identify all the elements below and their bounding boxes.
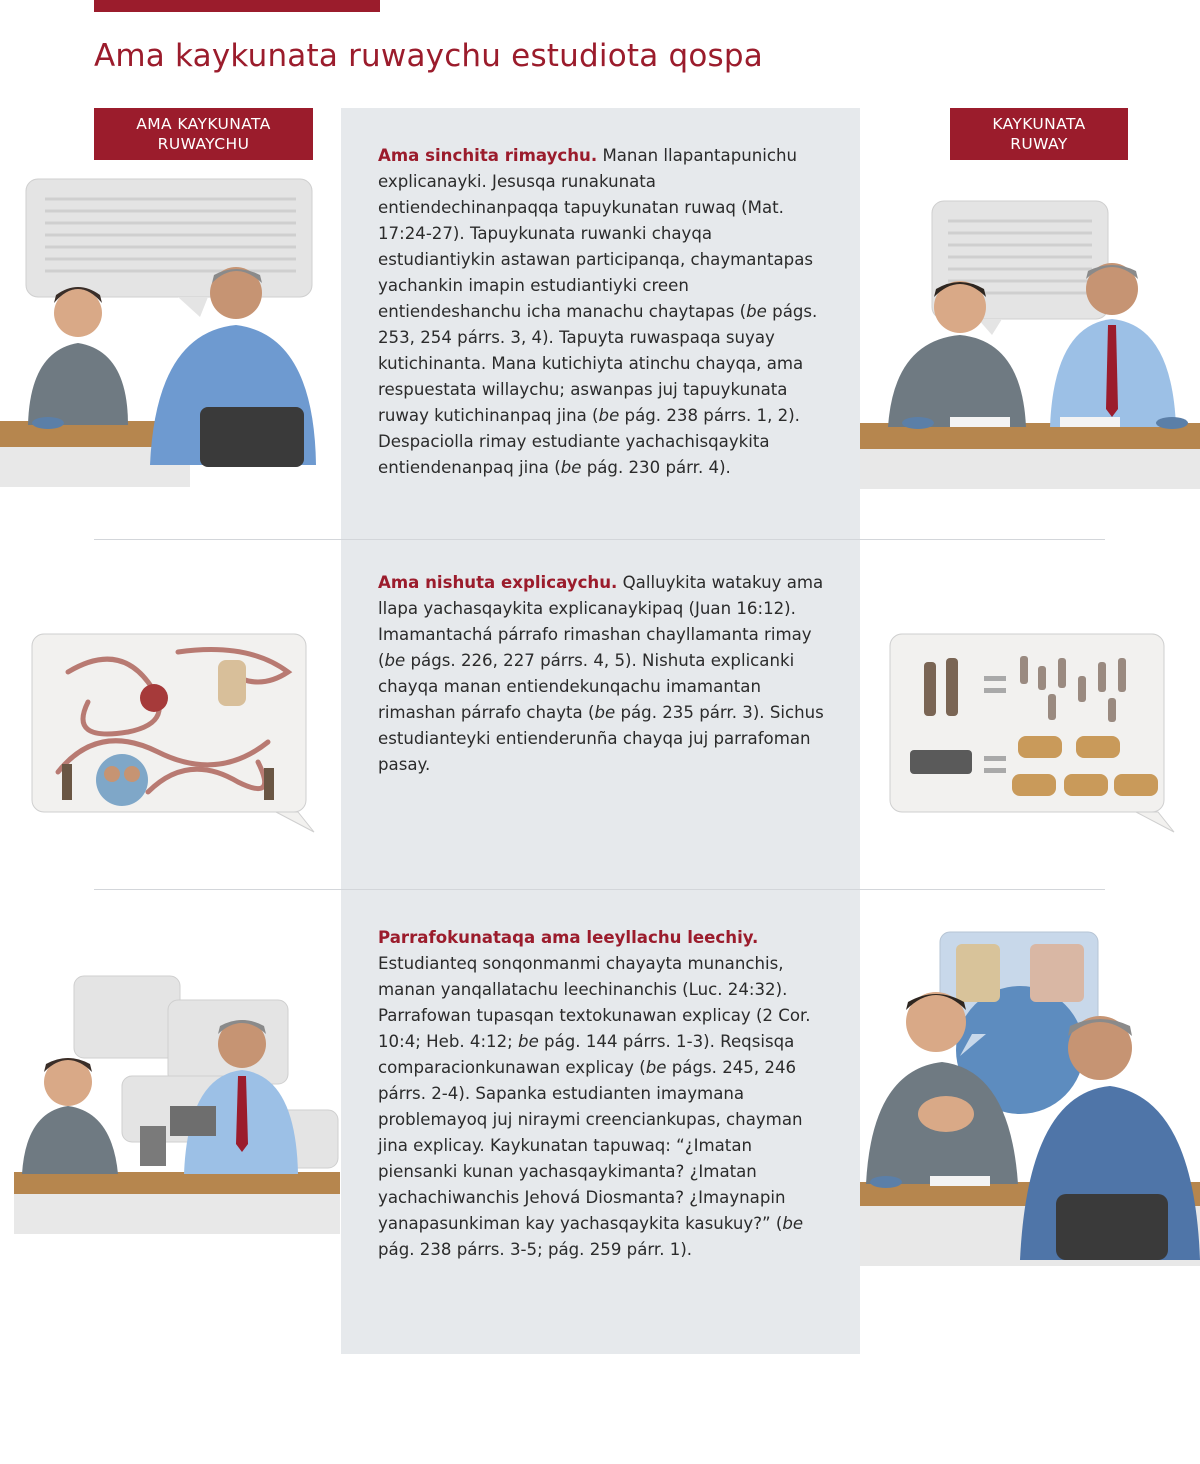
tangled-explanation-illustration [28, 632, 318, 834]
early-man-icon [62, 764, 72, 800]
heart-reaching-illustration [860, 930, 1200, 1270]
bored-student-illustration [0, 175, 330, 495]
engaged-student-illustration [860, 195, 1200, 495]
section-3-paragraph: Parrafokunataqa ama leeyllachu leechiy. Estudianteq sonqonmanmi chayayta munanchis, manan yanqallatachu leechinanchis (Luc. 24:32). Parrafowan tupasqan textokunawan explicay (2 Cor. 10:4; Heb. 4:12; be pág. 144 párrs. 1-3). Reqsisqa comparacionkunawan explicay (be págs. 245, 246 párrs. 2-4). Sapanka estudianten imaymana problemayoq juj niraymi creenciankupas, chayman jina explicay. Kaykunatan tapuwaq: “¿Imatan piensanki kunan yachasqaykimanta? ¿Imatan yachachiwanchis Jehová Diosmanta? ¿Imaynapin yanapasunkiman kay yachasqaykita kasukuy?” (be pág. 238 párrs. 3-5; pág. 259 párr. 1). [378, 928, 811, 1259]
page-title: Ama kaykunata ruwaychu estudiota qospa [94, 38, 763, 74]
section-1-paragraph: Ama sinchita rimaychu. Manan llapantapunichu explicanayki. Jesusqa runakunata entiendechinanpaqqa tapuykunatan ruwaq (Mat. 17:24-27). Tapuykunata ruwanki chayqa estudiantiykin astawan participanqa, chaymantapas yachankin imapin estudiantiyki creen entiendeshanchu icha manachu chaytapas (be págs. 253, 254 párrs. 3, 4). Tapuyta ruwaspaqa suyay kutichinanta. Mana kutichiyta atinchu chayqa, ama respuestata willaychu; aswanpas juj tapuykunata ruway kutichinanpaq jina (be pág. 238 párrs. 1, 2). Despaciolla rimay estudiante yachachisqaykita entiendenanpaq jina (be pág. 230 párr. 4). [378, 146, 818, 477]
section-2-paragraph: Ama nishuta explicaychu. Qalluykita watakuy ama llapa yachasqaykita explicanaykipaq (Juan 16:12). Imamantachá párrafo rimashan chayllamanta rimay (be págs. 226, 227 párrs. 4, 5). Nishuta explicanki chayqa manan entiendekunqachu imamantan rimashan párrafo chayta (be pág. 235 párr. 3). Sichus estudianteyki entienderunña chayqa juj parrafoman pasay. [378, 573, 824, 774]
early-man-icon [264, 768, 274, 800]
section-divider [94, 539, 1105, 540]
bread-pan-icon [910, 750, 972, 774]
statue-icon [218, 660, 246, 706]
section-3-lead: Parrafokunataqa ama leeyllachu leechiy. [378, 928, 759, 947]
section-1-lead: Ama sinchita rimaychu. [378, 146, 598, 165]
book-icon [930, 1176, 990, 1186]
reading-only-illustration [14, 974, 340, 1240]
section-2-lead: Ama nishuta explicaychu. [378, 573, 618, 592]
apple-icon [140, 684, 168, 712]
student-figure-icon [28, 287, 128, 425]
simple-comparison-illustration [888, 632, 1178, 834]
student-figure-icon [22, 1058, 118, 1174]
adam-eve-icon [96, 754, 148, 806]
dont-do-label-text: AMA KAYKUNATA RUWAYCHU [136, 115, 271, 153]
header-accent-bar [94, 0, 380, 12]
book-icon [140, 1126, 166, 1166]
book-icon [170, 1106, 216, 1136]
dont-do-label [94, 108, 313, 160]
do-label-text: KAYKUNATA RUWAY [992, 115, 1086, 153]
do-label [950, 108, 1128, 160]
section-divider [94, 889, 1105, 890]
